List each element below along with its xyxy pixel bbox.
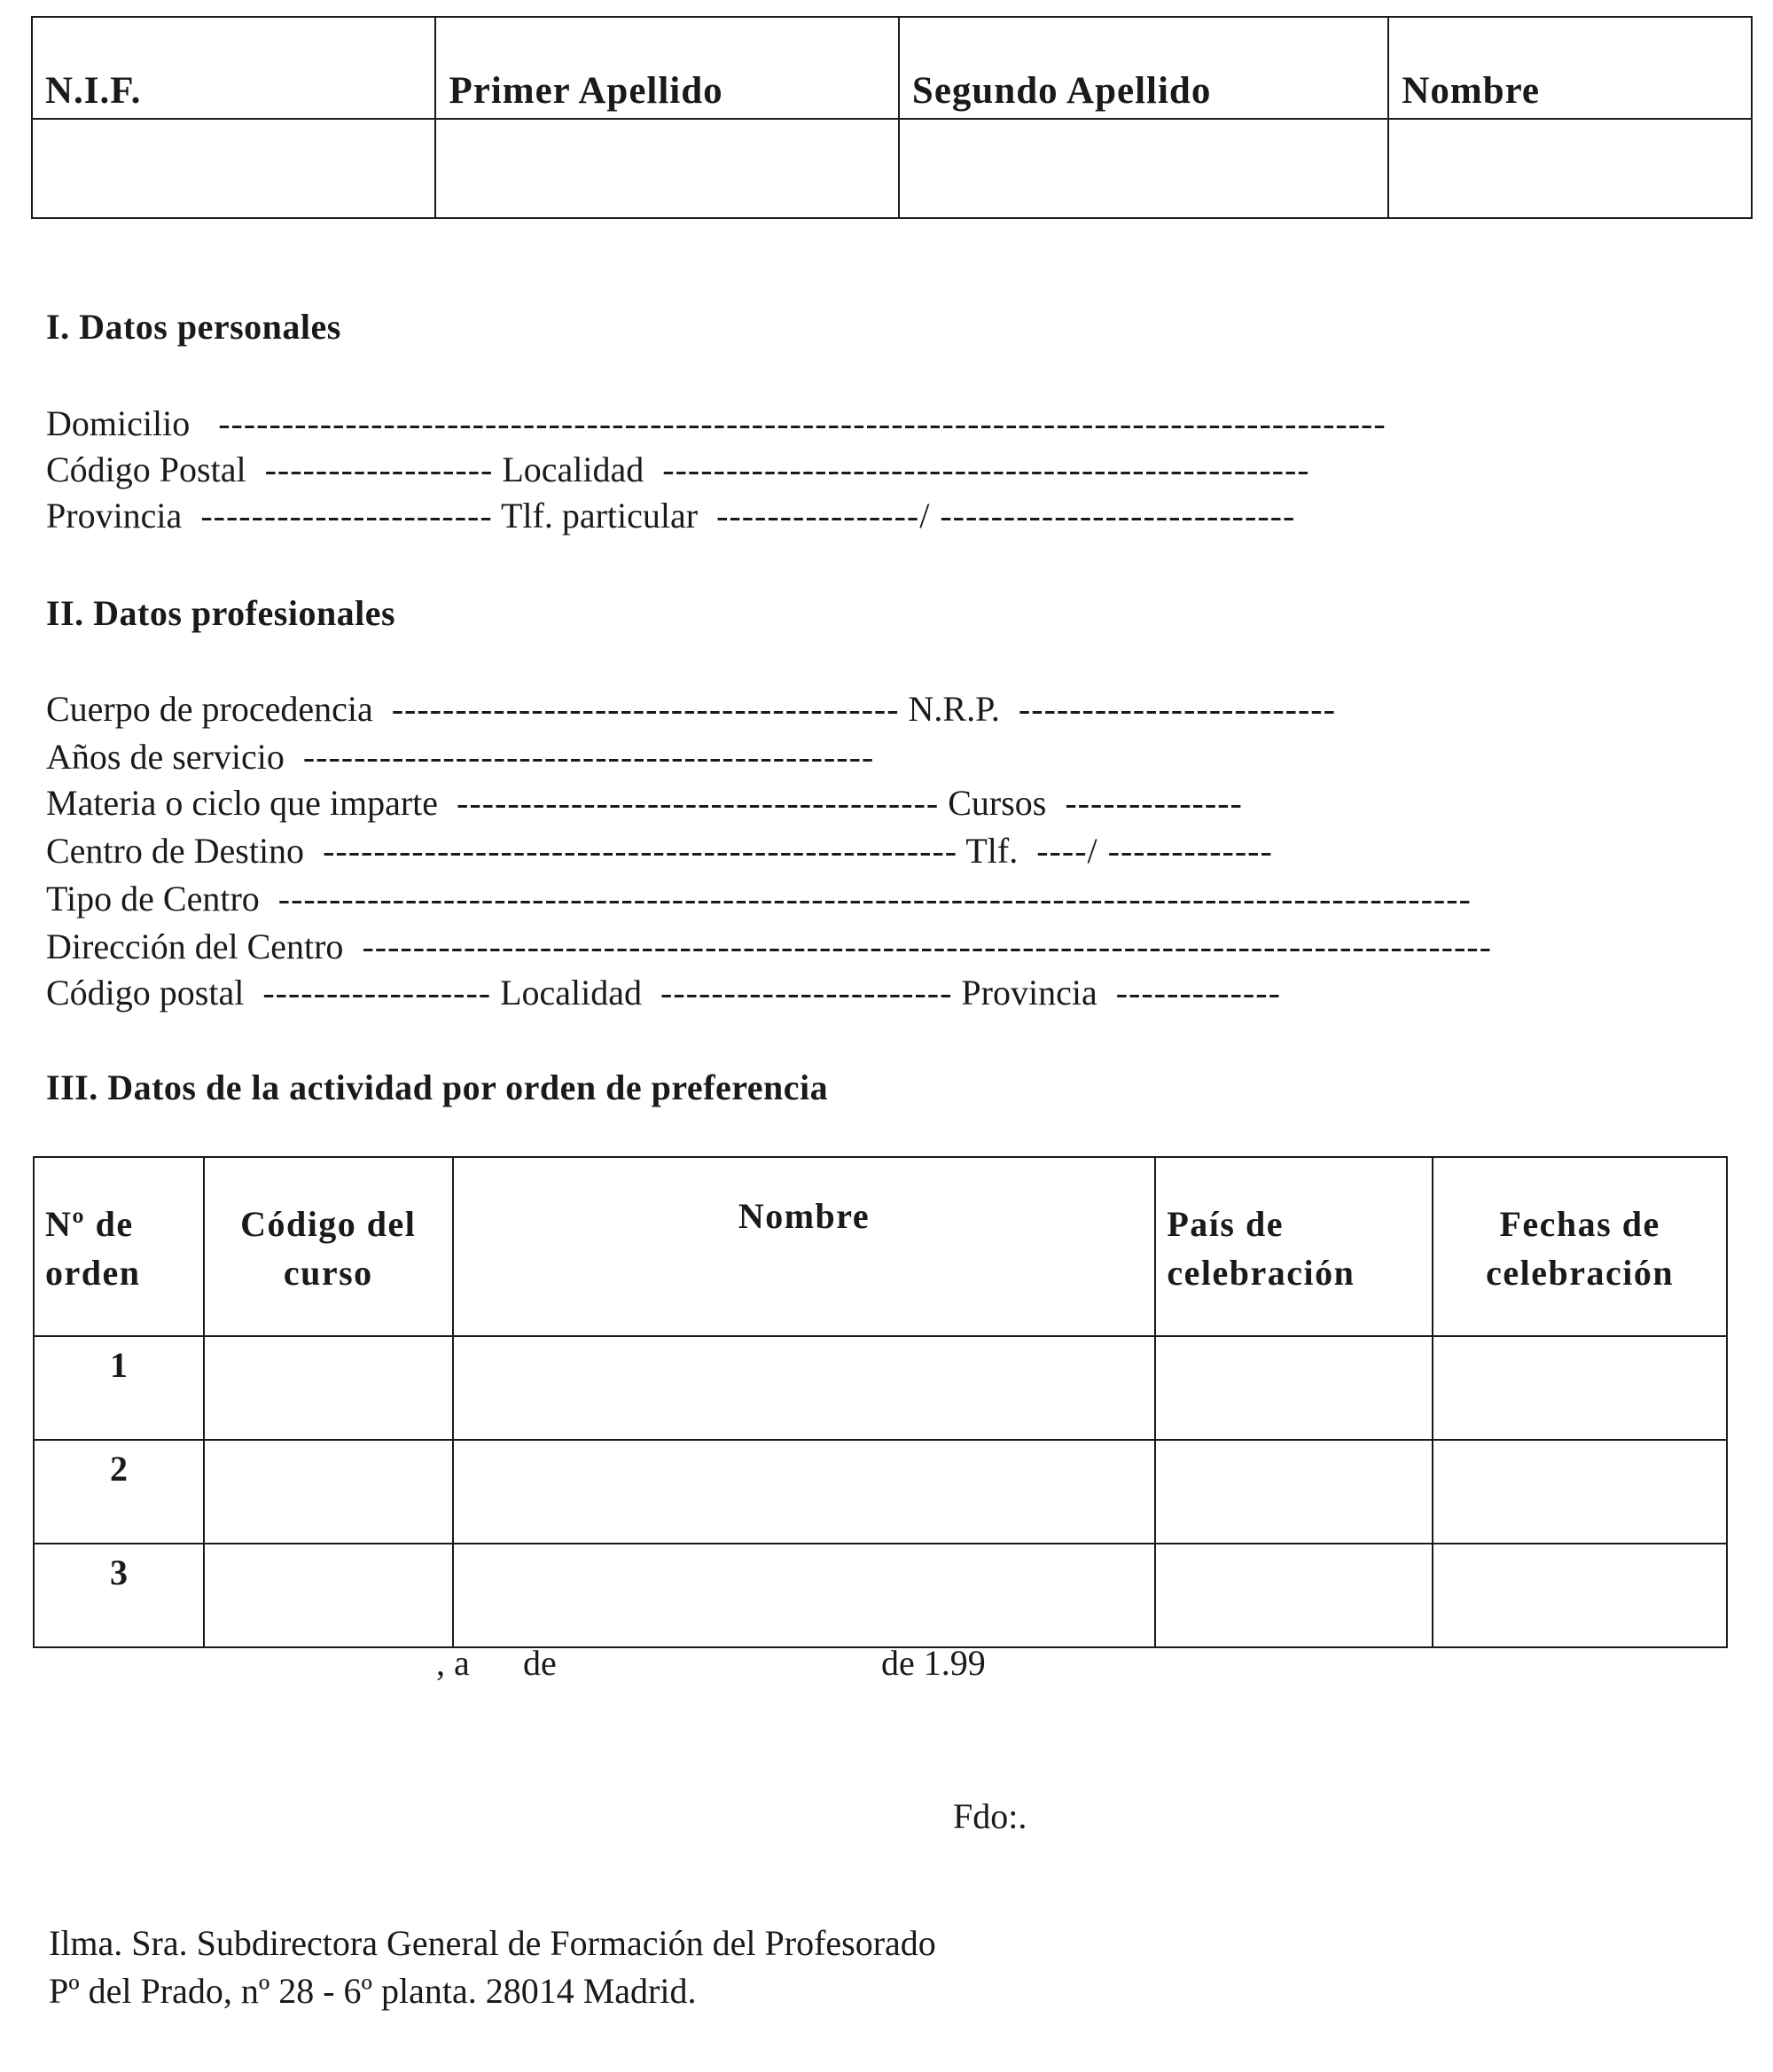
- cp-centro-field[interactable]: ------------------: [253, 973, 492, 1013]
- nombre-header: Nombre: [1388, 17, 1752, 119]
- cp-centro-label: Código postal: [46, 973, 245, 1013]
- cp-localidad-line: [46, 452, 1310, 488]
- provincia-tlf-line: [46, 498, 1295, 534]
- cursos-field[interactable]: --------------: [1055, 783, 1243, 823]
- nrp-label: N.R.P.: [908, 689, 1000, 729]
- date-a: , a: [436, 1643, 470, 1683]
- codigo-postal-field[interactable]: ------------------: [254, 450, 494, 489]
- pais-cell[interactable]: [1155, 1440, 1433, 1544]
- tlf-centro-field[interactable]: ----/ -------------: [1027, 831, 1273, 871]
- localidad-centro-field[interactable]: -----------------------: [651, 973, 953, 1013]
- provincia-centro-label: Provincia: [961, 973, 1097, 1013]
- materia-label: Materia o ciclo que imparte: [46, 783, 439, 823]
- col-nombre-header: [453, 1157, 1156, 1336]
- col-fechas-header: [1433, 1157, 1727, 1336]
- col-orden-line2: orden: [45, 1253, 141, 1293]
- segundo-apellido-field[interactable]: [899, 119, 1388, 218]
- anios-field[interactable]: ---------------------------------------------: [293, 737, 875, 777]
- col-pais-line2: celebración: [1167, 1253, 1355, 1293]
- centro-line: [46, 833, 1273, 869]
- anios-label: Años de servicio: [46, 737, 285, 777]
- date-de-year: de 1.99: [881, 1643, 986, 1683]
- col-orden-line1: Nº de: [45, 1204, 134, 1244]
- tipo-label: Tipo de Centro: [46, 879, 260, 919]
- nombre-cell[interactable]: [453, 1544, 1156, 1647]
- signature-label: Fdo:.: [953, 1796, 1027, 1836]
- direccion-label: Dirección del Centro: [46, 927, 344, 966]
- nombre-cell[interactable]: [453, 1440, 1156, 1544]
- col-codigo-line1: Código del: [240, 1204, 417, 1244]
- domicilio-field[interactable]: --------------------------------------------------------------------------------------------: [199, 403, 1386, 443]
- table-row: [34, 1336, 1727, 1440]
- centro-field[interactable]: --------------------------------------------------: [313, 831, 958, 871]
- section-personal-title: I. Datos personales: [46, 307, 341, 347]
- anios-line: [46, 739, 874, 775]
- col-nombre-line1: Nombre: [738, 1196, 871, 1236]
- col-pais-header: [1155, 1157, 1433, 1336]
- localidad-centro-label: Localidad: [500, 973, 643, 1013]
- codigo-postal-label: Código Postal: [46, 450, 246, 489]
- primer-apellido-field[interactable]: [435, 119, 898, 218]
- table-row: [34, 1544, 1727, 1647]
- tlf-particular-field[interactable]: ----------------/ ----------------------------: [707, 496, 1296, 536]
- col-orden-header: [34, 1157, 204, 1336]
- cuerpo-line: [46, 689, 1336, 729]
- fechas-cell[interactable]: [1433, 1440, 1727, 1544]
- section-professional-title: II. Datos profesionales: [46, 593, 396, 633]
- cuerpo-field[interactable]: ----------------------------------------: [381, 689, 900, 729]
- addressee-line1: Ilma. Sra. Subdirectora General de Formación del Profesorado: [49, 1923, 936, 1963]
- codigo-cell[interactable]: [204, 1544, 453, 1647]
- cp-centro-line: [46, 975, 1281, 1011]
- col-codigo-header: [204, 1157, 453, 1336]
- materia-field[interactable]: --------------------------------------: [447, 783, 940, 823]
- localidad-field[interactable]: ---------------------------------------------------: [652, 450, 1310, 489]
- row-order-number: 2: [34, 1440, 204, 1544]
- addressee-line2: Pº del Prado, nº 28 - 6º planta. 28014 Madrid.: [49, 1971, 697, 2011]
- col-fechas-line2: celebración: [1486, 1253, 1675, 1293]
- section-activity-title: III. Datos de la actividad por orden de preferencia: [46, 1067, 829, 1107]
- pais-cell[interactable]: [1155, 1336, 1433, 1440]
- row-order-number: 1: [34, 1336, 204, 1440]
- col-pais-line1: País de: [1167, 1204, 1284, 1244]
- tipo-field[interactable]: ----------------------------------------------------------------------------------------------: [268, 879, 1472, 919]
- tlf-particular-label: Tlf. particular: [500, 496, 699, 536]
- col-fechas-line1: Fechas de: [1499, 1204, 1660, 1244]
- nif-field[interactable]: [32, 119, 435, 218]
- fechas-cell[interactable]: [1433, 1544, 1727, 1647]
- fechas-cell[interactable]: [1433, 1336, 1727, 1440]
- provincia-label: Provincia: [46, 496, 183, 536]
- pais-cell[interactable]: [1155, 1544, 1433, 1647]
- identification-table: [31, 16, 1753, 219]
- cuerpo-label: Cuerpo de procedencia: [46, 689, 373, 729]
- localidad-label: Localidad: [502, 450, 644, 489]
- row-order-number: 3: [34, 1544, 204, 1647]
- col-codigo-line2: curso: [283, 1253, 373, 1293]
- domicilio-label: Domicilio: [46, 403, 191, 443]
- nombre-field[interactable]: [1388, 119, 1752, 218]
- materia-line: [46, 783, 1243, 823]
- centro-label: Centro de Destino: [46, 831, 305, 871]
- segundo-apellido-header: Segundo Apellido: [899, 17, 1388, 119]
- nif-header: N.I.F.: [32, 17, 435, 119]
- primer-apellido-header: Primer Apellido: [435, 17, 898, 119]
- codigo-cell[interactable]: [204, 1336, 453, 1440]
- nrp-field[interactable]: -------------------------: [1008, 689, 1336, 729]
- provincia-centro-field[interactable]: -------------: [1105, 973, 1281, 1013]
- activity-table: [33, 1156, 1728, 1648]
- table-row: [34, 1440, 1727, 1544]
- codigo-cell[interactable]: [204, 1440, 453, 1544]
- domicilio-line: [46, 403, 1386, 443]
- cursos-label: Cursos: [948, 783, 1047, 823]
- tlf-centro-label: Tlf.: [965, 831, 1019, 871]
- provincia-field[interactable]: -----------------------: [191, 496, 493, 536]
- tipo-line: [46, 881, 1472, 917]
- nombre-cell[interactable]: [453, 1336, 1156, 1440]
- date-de-month: de: [523, 1643, 557, 1683]
- direccion-line: [46, 929, 1492, 965]
- direccion-field[interactable]: -----------------------------------------------------------------------------------------: [352, 927, 1492, 966]
